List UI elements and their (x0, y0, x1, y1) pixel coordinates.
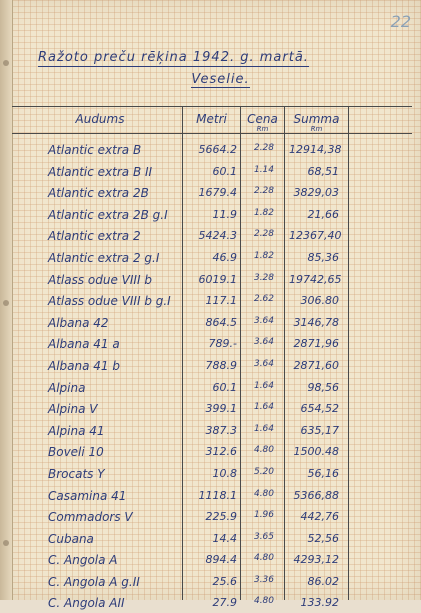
table-row (0, 311, 421, 333)
cell-name: Alpina V (48, 402, 98, 417)
cell-name: Alpina 41 (48, 423, 105, 438)
cell-name: Albana 41 a (48, 337, 120, 352)
table-row (0, 570, 421, 592)
cell-metri: 789.- (208, 337, 237, 351)
cell-metri: 225.9 (205, 510, 237, 524)
table-row (0, 440, 421, 462)
cena-label: Cena (247, 112, 278, 126)
cell-name: C. Angola A g.II (48, 574, 140, 589)
cell-metri: 25.6 (212, 574, 237, 588)
cell-summa: 12367,40 (289, 229, 342, 243)
cell-metri: 60.1 (212, 164, 237, 178)
cell-metri: 10.8 (212, 466, 237, 480)
cell-cena: 4.80 (253, 445, 275, 456)
cell-summa: 442,76 (300, 510, 339, 524)
table-row (0, 484, 421, 506)
cell-summa: 85,36 (307, 250, 339, 264)
cell-summa: 52,56 (307, 531, 339, 545)
cell-metri: 387.3 (205, 423, 237, 437)
cell-name: Atlantic extra 2 (48, 229, 141, 244)
cell-summa: 56,16 (307, 466, 339, 480)
cell-metri: 60.1 (212, 380, 237, 394)
table-row (0, 246, 421, 268)
cell-summa: 1500.48 (293, 445, 339, 459)
page-number: 22 (390, 12, 411, 31)
cell-metri: 46.9 (212, 250, 237, 264)
cell-summa: 133.92 (300, 596, 339, 610)
cell-summa: 3146,78 (293, 315, 339, 329)
cell-cena: 2.28 (253, 229, 275, 240)
table-row (0, 138, 421, 160)
column-header-cena (241, 112, 284, 132)
table-row (0, 354, 421, 376)
cell-summa: 68,51 (307, 164, 339, 178)
cell-summa: 12914,38 (289, 143, 342, 156)
cell-summa: 654,52 (300, 402, 339, 416)
cell-cena: 2.28 (253, 143, 275, 153)
table-row (0, 289, 421, 311)
cell-name: Albana 41 b (48, 358, 120, 373)
column-header-metri: Metri (196, 112, 227, 126)
table-row (0, 462, 421, 484)
table-top-rule (12, 106, 412, 107)
ledger-rows (0, 138, 421, 613)
cell-cena: 3.28 (253, 272, 275, 283)
cell-name: C. Angola A (48, 553, 118, 568)
table-row (0, 224, 421, 246)
table-row (0, 160, 421, 182)
cell-name: Brocats Y (48, 466, 105, 481)
binding-hole (3, 60, 9, 66)
table-row (0, 397, 421, 419)
cell-cena: 3.64 (253, 337, 275, 348)
cell-name: Albana 42 (48, 315, 109, 330)
table-row (0, 527, 421, 549)
table-row (0, 548, 421, 570)
column-header-summa (285, 112, 348, 132)
cell-metri: 27.9 (212, 596, 237, 610)
table-row (0, 591, 421, 613)
cell-cena: 1.82 (253, 207, 275, 218)
cell-metri: 117.1 (205, 294, 237, 308)
cell-metri: 11.9 (212, 207, 237, 221)
cell-name: Commadors V (48, 510, 133, 525)
cell-summa: 2871,60 (293, 358, 339, 372)
cell-cena: 4.80 (253, 553, 275, 564)
cell-name: Atlass odue VIII b g.I (48, 294, 171, 309)
table-row (0, 181, 421, 203)
cell-name: Atlantic extra 2B (48, 186, 149, 201)
cell-metri: 894.4 (205, 553, 237, 567)
cell-summa: 635,17 (300, 423, 339, 437)
summa-label: Summa (293, 112, 340, 126)
cell-summa: 98,56 (307, 380, 339, 394)
cell-metri: 788.9 (205, 358, 237, 372)
cell-metri: 312.6 (205, 445, 237, 459)
cell-metri: 5424.3 (198, 229, 237, 243)
cell-cena: 1.14 (253, 164, 275, 175)
cell-metri: 1679.4 (198, 186, 237, 200)
cell-name: C. Angola AII (48, 596, 125, 611)
page-title-text: Ražoto preču rēķina 1942. g. martā. (38, 50, 309, 65)
cell-cena: 1.64 (253, 402, 275, 413)
table-row (0, 376, 421, 398)
column-header-name: Audums (75, 112, 125, 126)
cell-cena: 1.64 (253, 380, 275, 391)
cell-metri: 864.5 (205, 315, 237, 329)
summa-unit: Rm (310, 125, 323, 133)
cell-cena: 3.36 (253, 574, 275, 585)
cell-cena: 3.64 (253, 315, 275, 326)
cell-summa: 306.80 (300, 294, 339, 308)
cell-cena: 3.64 (253, 358, 275, 369)
cell-cena: 2.28 (253, 186, 275, 197)
cell-metri: 1118.1 (198, 488, 237, 502)
cell-name: Boveli 10 (48, 445, 104, 460)
cell-summa: 19742,65 (289, 272, 342, 286)
table-row (0, 268, 421, 290)
cell-summa: 86.02 (307, 574, 339, 588)
header-bottom-rule (12, 133, 412, 134)
table-row (0, 505, 421, 527)
page-subtitle-text: Veselie. (191, 72, 250, 87)
table-row (0, 419, 421, 441)
cena-unit: Rm (256, 125, 269, 133)
cell-cena: 4.80 (253, 488, 275, 499)
cell-summa: 5366,88 (293, 488, 339, 502)
cell-summa: 2871,96 (293, 337, 339, 351)
cell-cena: 3.65 (253, 531, 275, 542)
cell-name: Cubana (48, 531, 94, 546)
cell-metri: 6019.1 (198, 272, 237, 286)
cell-name: Atlass odue VIII b (48, 272, 152, 287)
page-title (38, 50, 388, 65)
cell-cena: 2.62 (253, 294, 275, 305)
cell-metri: 399.1 (205, 402, 237, 416)
cell-cena: 5.20 (253, 466, 275, 477)
cell-cena: 1.96 (253, 510, 275, 521)
cell-metri: 14.4 (212, 531, 237, 545)
cell-name: Atlantic extra B II (48, 164, 153, 179)
cell-name: Casamina 41 (48, 488, 127, 503)
cell-name: Alpina (48, 380, 86, 395)
cell-summa: 3829,03 (293, 186, 339, 200)
cell-name: Atlantic extra 2B g.I (48, 207, 168, 222)
cell-name: Atlantic extra B (48, 143, 142, 157)
cell-name: Atlantic extra 2 g.I (48, 250, 160, 265)
table-row (0, 332, 421, 354)
table-row (0, 203, 421, 225)
cell-metri: 5664.2 (198, 143, 237, 156)
page-subtitle (0, 72, 421, 87)
cell-cena: 4.80 (253, 596, 275, 607)
cell-cena: 1.64 (253, 423, 275, 434)
cell-summa: 4293,12 (293, 553, 339, 567)
cell-cena: 1.82 (253, 250, 275, 261)
cell-summa: 21,66 (307, 207, 339, 221)
